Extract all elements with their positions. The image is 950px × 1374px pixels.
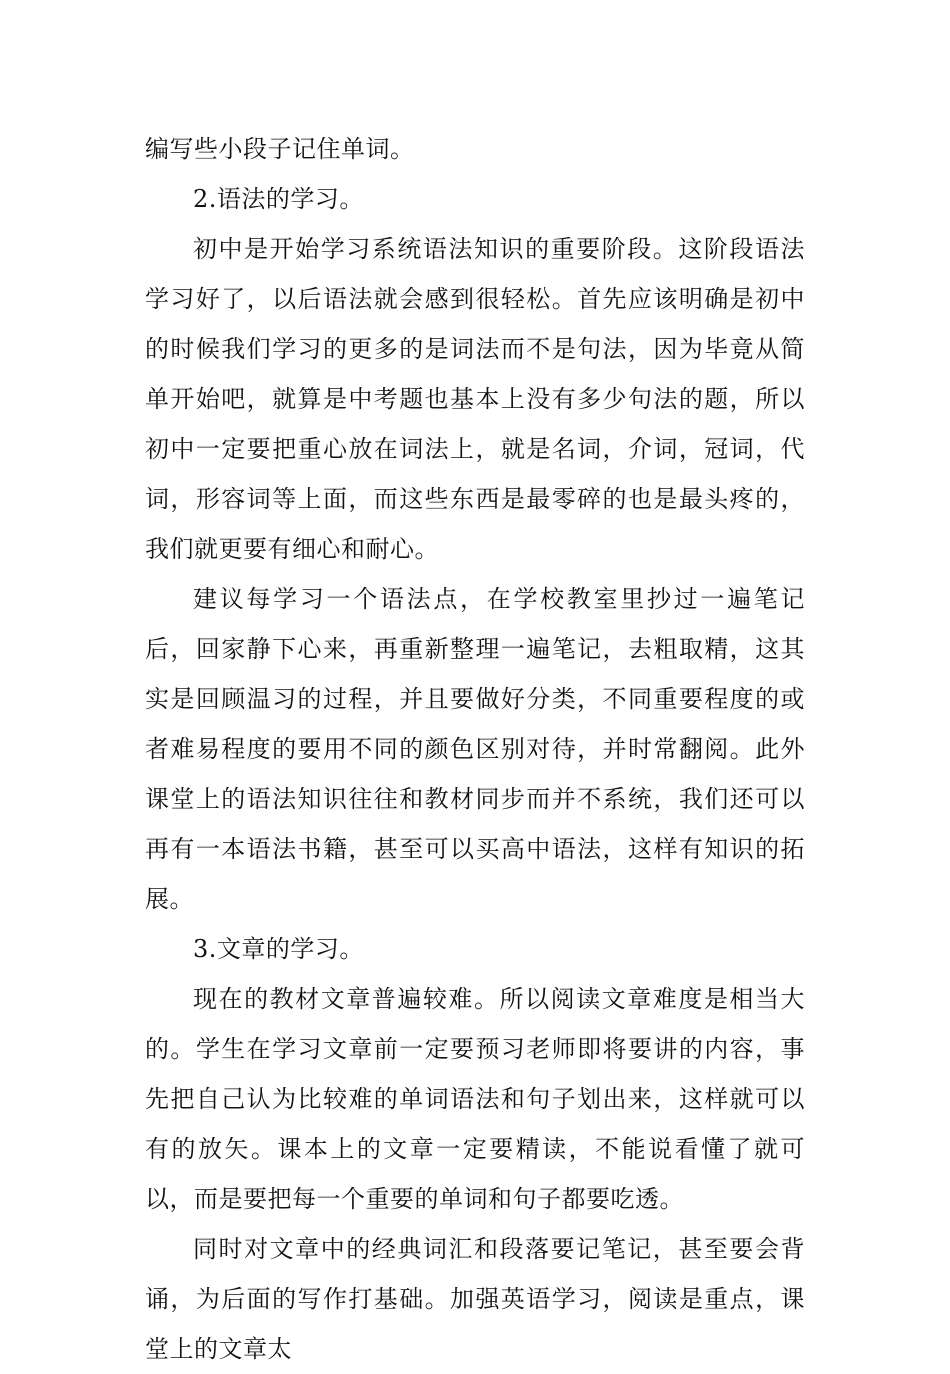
paragraph-articles-notes: 同时对文章中的经典词汇和段落要记笔记，甚至要会背诵，为后面的写作打基础。加强英语学习，阅读是重点，课堂上的文章太 (145, 1235, 805, 1363)
paragraph-grammar-intro: 初中是开始学习系统语法知识的重要阶段。这阶段语法学习好了，以后语法就会感到很轻松。首先应该明确是初中的时候我们学习的更多的是词法而不是句法，因为毕竟从简单开始吧，就算是中考题也基本上没有多少句法的题，所以初中一定要把重心放在词法上，就是名词，介词，冠词，代词，形容词等上面，而这些东西是最零碎的也是最头疼的，我们就更要有细心和耐心。 (145, 235, 805, 563)
paragraph-grammar-notes: 建议每学习一个语法点，在学校教室里抄过一遍笔记后，回家静下心来，再重新整理一遍笔记，去粗取精，这其实是回顾温习的过程，并且要做好分类，不同重要程度的或者难易程度的要用不同的颜色区别对待，并时常翻阅。此外课堂上的语法知识往往和教材同步而并不系统，我们还可以再有一本语法书籍，甚至可以买高中语法，这样有知识的拓展。 (145, 585, 805, 913)
section-heading-grammar: 2.语法的学习。 (193, 185, 364, 213)
paragraph-articles-intro: 现在的教材文章普遍较难。所以阅读文章难度是相当大的。学生在学习文章前一定要预习老师即将要讲的内容，事先把自己认为比较难的单词语法和句子划出来，这样就可以有的放矢。课本上的文章一定要精读，不能说看懂了就可以，而是要把每一个重要的单词和句子都要吃透。 (145, 985, 805, 1213)
section-heading-articles: 3.文章的学习。 (193, 935, 364, 963)
document-body (145, 124, 805, 1374)
paragraph-continuation: 编写些小段子记住单词。 (145, 135, 415, 163)
